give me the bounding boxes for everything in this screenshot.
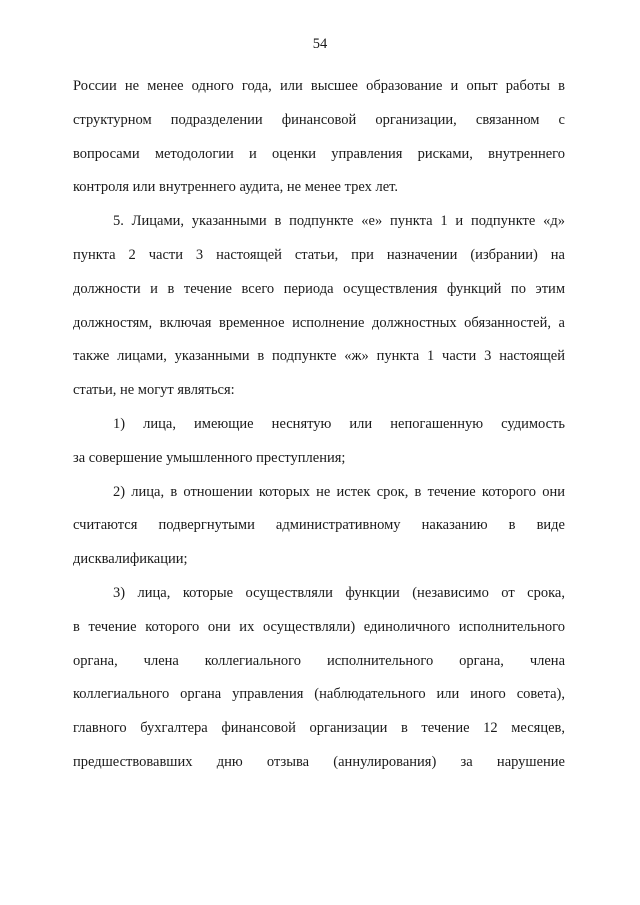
text-line: России не менее одного года, или высшее образование и опыт работы в (73, 78, 565, 94)
text-line: статьи, не могут являться: (73, 382, 235, 399)
text-line: дисквалификации; (73, 551, 188, 568)
text-line: пункта 2 части 3 настоящей статьи, при назначении (избрании) на (73, 246, 565, 263)
text-line: 2) лица, в отношении которых не истек срок, в течение которого они (113, 483, 565, 500)
text-line: предшествовавших дню отзыва (аннулирования) за нарушение (73, 753, 565, 770)
text-line: должностям, включая временное исполнение должностных обязанностей, а (73, 314, 565, 331)
text-line: в течение которого они их осуществляли) единоличного исполнительного (73, 618, 565, 635)
page-number: 54 (312, 36, 328, 52)
text-line: органа, члена коллегиального исполнительного органа, члена (73, 652, 565, 669)
text-line: вопросами методологии и оценки управления рисками, внутреннего (73, 145, 565, 162)
text-line: также лицами, указанными в подпункте «ж» пункта 1 части 3 настоящей (73, 348, 565, 365)
text-line: коллегиального органа управления (наблюдательного или иного совета), (73, 686, 565, 703)
text-line: должности и в течение всего периода осуществления функций по этим (73, 280, 565, 297)
text-line: за совершение умышленного преступления; (73, 449, 346, 466)
text-line: считаются подвергнутыми административному наказанию в виде (73, 517, 565, 534)
document-body (73, 70, 565, 780)
text-line: 3) лица, которые осуществляли функции (независимо от срока, (113, 584, 565, 601)
text-line: 5. Лицами, указанными в подпункте «е» пункта 1 и подпункте «д» (113, 213, 565, 230)
text-line: 1) лица, имеющие неснятую или непогашенную судимость (113, 415, 565, 432)
text-line: главного бухгалтера финансовой организации в течение 12 месяцев, (73, 720, 565, 737)
text-line: контроля или внутреннего аудита, не менее трех лет. (73, 179, 399, 196)
text-line: структурном подразделении финансовой организации, связанном с (73, 111, 565, 128)
